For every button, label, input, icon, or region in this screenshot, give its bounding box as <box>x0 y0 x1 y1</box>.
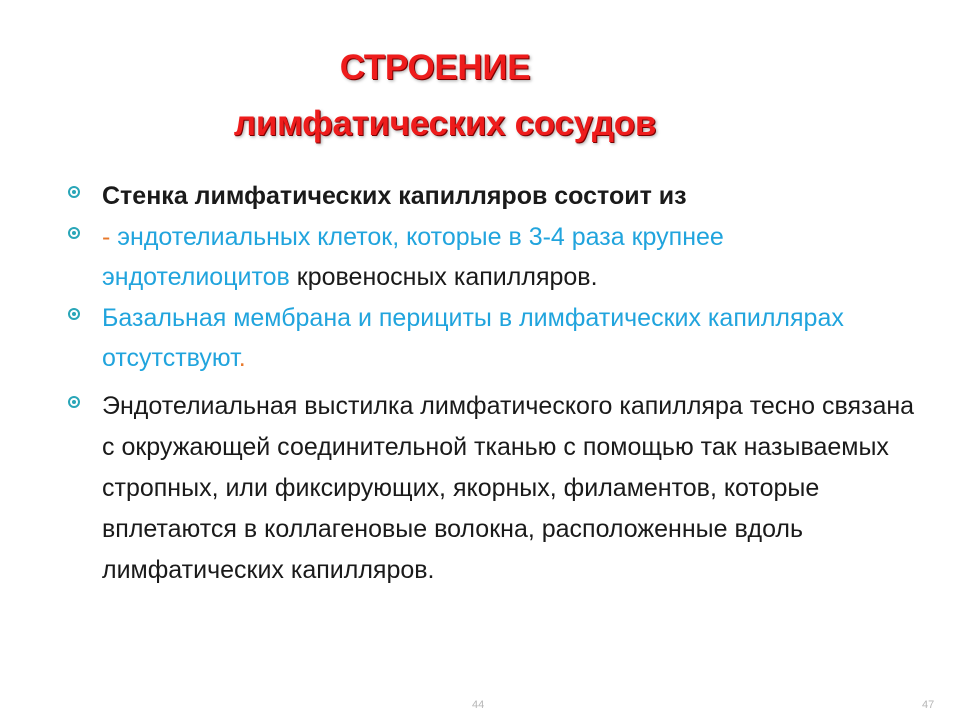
bullet-marker-icon <box>68 396 80 408</box>
bullet-3-text: Базальная мембрана и перициты в лимфатических капиллярах отсутствуют <box>102 304 844 372</box>
bullet-3-period: . <box>238 344 246 372</box>
bullet-2-text-rest: кровеносных капилляров. <box>289 263 598 291</box>
bullet-2-text-highlight: эндотелиальных клеток, которые в 3-4 раза крупнее эндотелиоцитов <box>102 223 724 291</box>
title-line-2: лимфатических сосудов <box>233 104 657 143</box>
bullet-2-dash: - <box>102 223 111 251</box>
page-number-left: 44 <box>472 699 485 711</box>
bullet-item-4 <box>68 386 918 591</box>
bullet-item-2 <box>68 217 918 297</box>
slide-title <box>0 40 900 152</box>
bullet-list <box>68 176 918 591</box>
page-number-right: 47 <box>922 699 935 711</box>
bullet-item-3 <box>68 298 918 378</box>
title-line-1: СТРОЕНИЕ <box>339 48 531 87</box>
bullet-marker-icon <box>68 308 80 320</box>
bullet-1-text: Стенка лимфатических капилляров состоит из <box>102 182 687 210</box>
bullet-item-1 <box>68 176 918 216</box>
bullet-4-text: Эндотелиальная выстилка лимфатического капилляра тесно связана с окружающей соединительной тканью с помощью так называемых стропных, или фиксирующих, якорных, филаментов, которые вплетаются в коллагеновые волокна, расположенные вдоль лимфатических капилляров. <box>102 392 915 584</box>
bullet-marker-icon <box>68 186 80 198</box>
bullet-marker-icon <box>68 227 80 239</box>
